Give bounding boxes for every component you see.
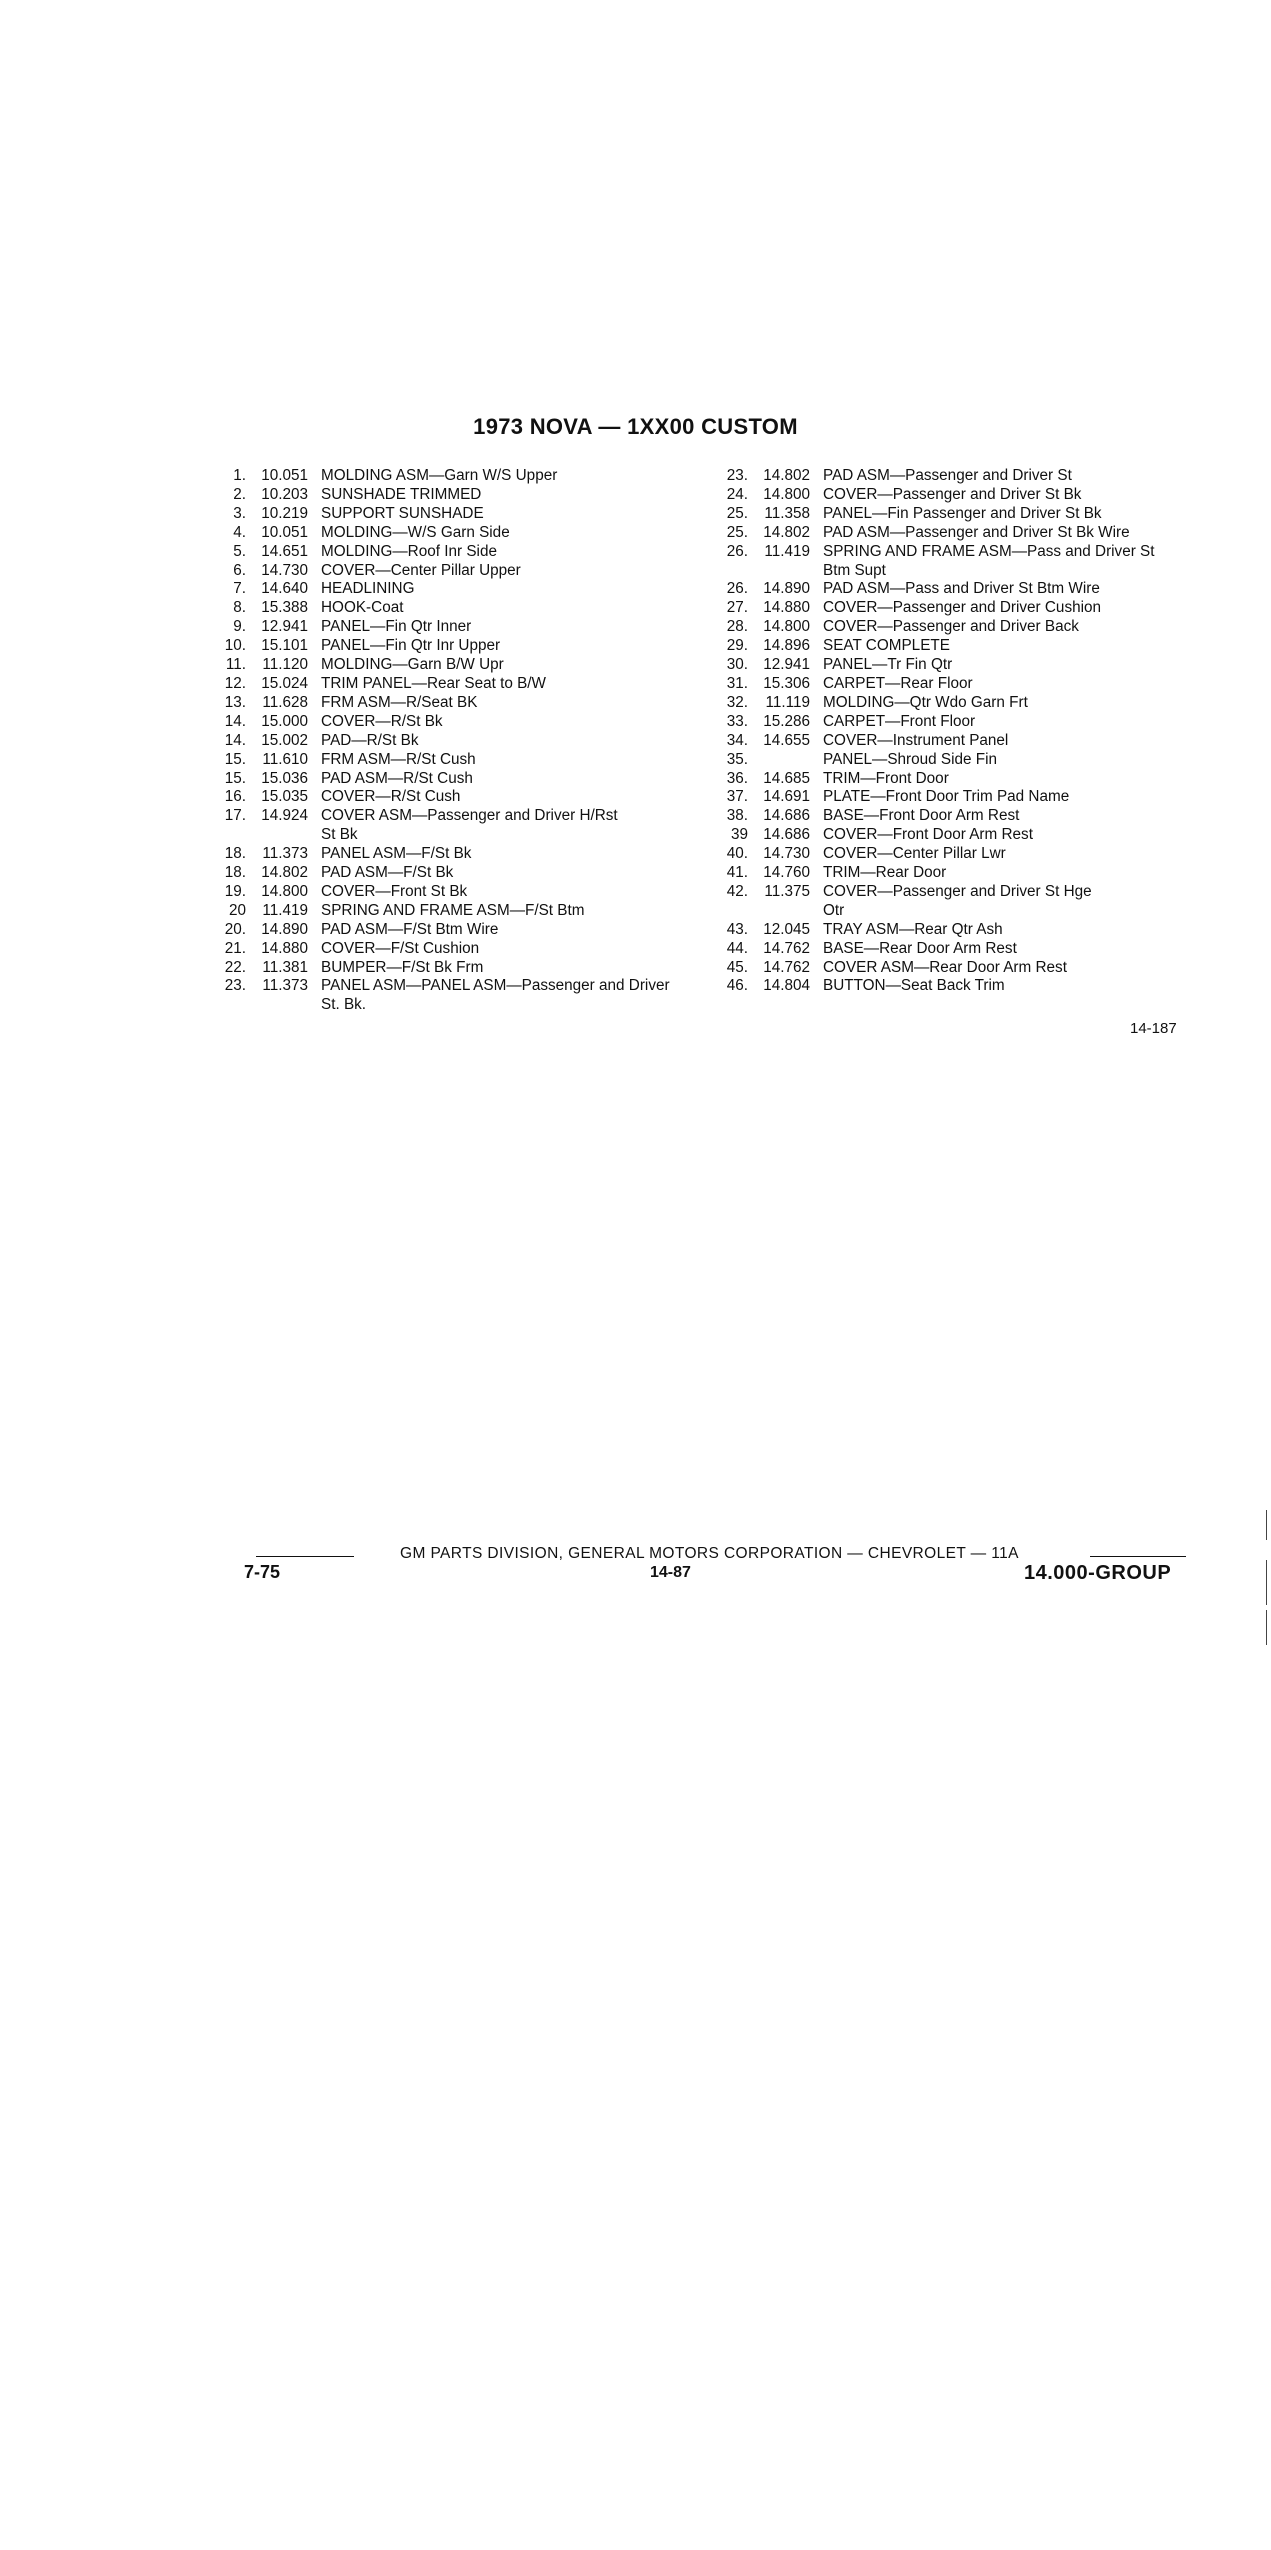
part-code (748, 751, 810, 770)
part-number: 31. (726, 674, 748, 692)
part-description: COVER—Center Pillar Lwr (823, 845, 1006, 863)
part-number: 17. (224, 807, 246, 825)
part-code: 15.306 (763, 674, 810, 692)
part-description: PAD ASM—Passenger and Driver St Bk Wire (823, 523, 1130, 541)
part-row (712, 524, 1190, 543)
part-row (712, 864, 1190, 883)
part-number: 4. (233, 523, 246, 541)
figure-number: 14-187 (1130, 1020, 1177, 1037)
part-row (712, 467, 1190, 486)
part-number: 30. (726, 656, 748, 674)
part-number: 27. (726, 599, 748, 617)
part-row (712, 543, 1190, 562)
part-code: 10.203 (261, 485, 308, 503)
part-code: 14.800 (763, 618, 810, 636)
part-code: 14.890 (261, 920, 308, 938)
part-number: 6. (233, 561, 246, 579)
part-description: HOOK-Coat (321, 599, 404, 617)
part-description: BUMPER—F/St Bk Frm (321, 958, 484, 976)
part-code: 14.802 (763, 467, 810, 484)
part-row (210, 656, 705, 675)
part-description: COVER—Passenger and Driver St Hge (823, 882, 1092, 900)
part-description: PAD ASM—F/St Bk (321, 864, 454, 882)
part-description: BUTTON—Seat Back Trim (823, 977, 1005, 995)
part-number: 10. (224, 637, 246, 655)
part-row (712, 921, 1190, 940)
part-code: 14.800 (763, 485, 810, 503)
part-code: 11.419 (764, 542, 810, 560)
part-code: 15.388 (261, 599, 308, 617)
part-code: 14.924 (261, 807, 308, 825)
part-code: 11.381 (262, 958, 308, 976)
part-code: 12.941 (763, 656, 810, 674)
part-row (210, 770, 705, 789)
part-code: 15.035 (261, 788, 308, 806)
part-description: COVER ASM—Rear Door Arm Rest (823, 958, 1067, 976)
part-number: 32. (726, 693, 748, 711)
part-row (712, 618, 1190, 637)
part-code: 14.762 (763, 939, 810, 957)
part-description: SPRING AND FRAME ASM—F/St Btm (321, 901, 585, 919)
part-number: 43. (726, 920, 748, 938)
part-number: 44. (726, 939, 748, 957)
footer-rule-left (256, 1556, 354, 1557)
part-description-continued: Btm Supt (823, 561, 886, 579)
part-code: 14.802 (261, 864, 308, 882)
footer-group: 14.000-GROUP (1024, 1562, 1172, 1584)
footer-publisher: GM PARTS DIVISION, GENERAL MOTORS CORPORATION — CHEVROLET — 11A (400, 1545, 1019, 1562)
part-number: 20. (224, 920, 246, 938)
part-description: SUNSHADE TRIMMED (321, 485, 482, 503)
part-code: 14.802 (763, 523, 810, 541)
part-number: 12. (224, 674, 246, 692)
part-description: CARPET—Front Floor (823, 712, 976, 730)
part-row (712, 770, 1190, 789)
part-number: 25. (726, 504, 748, 522)
part-description: MOLDING—Qtr Wdo Garn Frt (823, 693, 1028, 711)
part-row (712, 977, 1190, 996)
part-description: TRIM PANEL—Rear Seat to B/W (321, 674, 546, 692)
scan-edge-mark (1266, 1510, 1267, 1540)
part-code: 14.800 (261, 882, 308, 900)
part-code: 14.686 (763, 807, 810, 825)
part-row (712, 637, 1190, 656)
part-number: 15. (224, 750, 246, 768)
part-description: PANEL ASM—PANEL ASM—Passenger and Driver (321, 977, 670, 995)
part-code: 14.651 (261, 542, 308, 560)
part-row (210, 864, 705, 883)
part-code: 11.119 (765, 693, 810, 711)
part-code: 14.686 (763, 826, 810, 844)
part-number: 26. (726, 580, 748, 598)
part-code: 14.890 (763, 580, 810, 598)
part-row (210, 921, 705, 940)
part-code: 14.804 (763, 977, 810, 995)
part-row (712, 505, 1190, 524)
part-description: FRM ASM—R/Seat BK (321, 693, 478, 711)
part-description: BASE—Front Door Arm Rest (823, 807, 1020, 825)
part-description: PANEL—Fin Qtr Inr Upper (321, 637, 501, 655)
part-number: 18. (224, 864, 246, 882)
part-number: 14. (224, 712, 246, 730)
part-row (712, 940, 1190, 959)
part-code: 10.051 (261, 523, 308, 541)
part-row (210, 505, 705, 524)
part-number: 19. (224, 882, 246, 900)
part-description: COVER—Passenger and Driver Back (823, 618, 1079, 636)
part-description: PANEL—Shroud Side Fin (823, 750, 998, 768)
part-row (712, 580, 1190, 599)
part-number: 23. (224, 977, 246, 995)
part-description-continued: St Bk (321, 826, 358, 844)
part-number: 7. (233, 580, 246, 598)
part-row (210, 675, 705, 694)
part-number: 14. (224, 731, 246, 749)
part-row (712, 883, 1190, 902)
part-row (712, 807, 1190, 826)
part-description: PAD ASM—Pass and Driver St Btm Wire (823, 580, 1100, 598)
part-row (210, 902, 705, 921)
part-number: 41. (726, 864, 748, 882)
part-row (712, 656, 1190, 675)
part-description: SEAT COMPLETE (823, 637, 950, 655)
part-description: TRIM—Rear Door (823, 864, 947, 882)
part-number: 34. (726, 731, 748, 749)
part-description: PANEL—Fin Qtr Inner (321, 618, 472, 636)
part-description: MOLDING ASM—Garn W/S Upper (321, 467, 558, 484)
part-row (712, 788, 1190, 807)
part-number: 29. (726, 637, 748, 655)
part-row (712, 751, 1190, 770)
part-number: 16. (224, 788, 246, 806)
part-row (210, 940, 705, 959)
part-description: MOLDING—Garn B/W Upr (321, 656, 504, 674)
part-row (210, 959, 705, 978)
part-number: 15. (224, 769, 246, 787)
part-description: COVER—Instrument Panel (823, 731, 1009, 749)
part-code: 11.120 (262, 656, 308, 674)
part-code: 12.045 (763, 920, 810, 938)
part-row (712, 959, 1190, 978)
part-number: 13. (224, 693, 246, 711)
part-description: CARPET—Rear Floor (823, 674, 973, 692)
part-row (210, 732, 705, 751)
part-description: COVER—Passenger and Driver St Bk (823, 485, 1082, 503)
part-code: 11.375 (764, 882, 810, 900)
part-code: 10.051 (261, 467, 308, 484)
part-row (210, 637, 705, 656)
part-number: 22. (224, 958, 246, 976)
part-code: 14.655 (763, 731, 810, 749)
part-row (210, 883, 705, 902)
part-number: 1. (233, 467, 246, 484)
part-code: 14.730 (261, 561, 308, 579)
part-description: BASE—Rear Door Arm Rest (823, 939, 1017, 957)
part-number: 18. (224, 845, 246, 863)
part-row (712, 694, 1190, 713)
part-description: COVER—Center Pillar Upper (321, 561, 521, 579)
part-description: COVER—Front St Bk (321, 882, 468, 900)
part-row (210, 977, 705, 996)
part-number: 9. (233, 618, 246, 636)
part-number: 28. (726, 618, 748, 636)
part-number: 26. (726, 542, 748, 560)
part-description: PANEL—Fin Passenger and Driver St Bk (823, 504, 1102, 522)
part-code: 15.000 (261, 712, 308, 730)
part-number: 2. (233, 485, 246, 503)
part-description: COVER—F/St Cushion (321, 939, 480, 957)
part-row (210, 580, 705, 599)
part-row (210, 807, 705, 826)
part-row (210, 486, 705, 505)
part-number: 35. (726, 750, 748, 768)
part-description: PAD ASM—F/St Btm Wire (321, 920, 499, 938)
part-number: 39 (730, 826, 748, 844)
part-number: 5. (233, 542, 246, 560)
part-number: 11. (225, 656, 246, 674)
part-code: 14.880 (261, 939, 308, 957)
page-title: 1973 NOVA — 1XX00 CUSTOM (473, 414, 798, 439)
part-description: PAD ASM—R/St Cush (321, 769, 473, 787)
part-description: COVER—R/St Bk (321, 712, 443, 730)
part-row (210, 599, 705, 618)
part-row (712, 826, 1190, 845)
part-code: 11.628 (262, 693, 308, 711)
part-description: SUPPORT SUNSHADE (321, 504, 484, 522)
part-row (210, 467, 705, 486)
part-number: 8. (233, 599, 246, 617)
part-code: 15.002 (261, 731, 308, 749)
part-number: 46. (726, 977, 748, 995)
part-description: COVER—R/St Cush (321, 788, 461, 806)
part-number: 45. (726, 958, 748, 976)
part-description: HEADLINING (321, 580, 415, 598)
part-row (712, 486, 1190, 505)
part-description: PLATE—Front Door Trim Pad Name (823, 788, 1070, 806)
part-number: 24. (726, 485, 748, 503)
part-number: 3. (233, 504, 246, 522)
part-number: 40. (726, 845, 748, 863)
part-code: 15.101 (261, 637, 308, 655)
part-code: 15.286 (763, 712, 810, 730)
scan-edge-mark (1266, 1610, 1267, 1645)
part-code: 14.762 (763, 958, 810, 976)
part-description: PAD—R/St Bk (321, 731, 419, 749)
footer-rule-right (1090, 1556, 1186, 1557)
part-row (712, 599, 1190, 618)
part-number: 38. (726, 807, 748, 825)
part-description: TRAY ASM—Rear Qtr Ash (823, 920, 1003, 938)
part-row (210, 543, 705, 562)
part-code: 11.610 (262, 750, 308, 768)
part-description: MOLDING—Roof Inr Side (321, 542, 497, 560)
part-description: PAD ASM—Passenger and Driver St (823, 467, 1072, 484)
part-code: 12.941 (261, 618, 308, 636)
part-number: 20 (228, 901, 246, 919)
part-row (712, 713, 1190, 732)
part-row (210, 524, 705, 543)
part-row (210, 562, 705, 581)
part-row (210, 713, 705, 732)
part-row (712, 732, 1190, 751)
part-code: 14.730 (763, 845, 810, 863)
scan-edge-mark (1266, 1560, 1267, 1605)
part-row (210, 788, 705, 807)
part-description: TRIM—Front Door (823, 769, 949, 787)
part-code: 15.024 (261, 674, 308, 692)
part-description: MOLDING—W/S Garn Side (321, 523, 510, 541)
part-row (210, 694, 705, 713)
part-number: 21. (224, 939, 246, 957)
part-number: 25. (726, 523, 748, 541)
part-code: 11.373 (262, 845, 308, 863)
part-row (712, 675, 1190, 694)
part-row (210, 751, 705, 770)
part-code: 10.219 (261, 504, 308, 522)
part-description-continued: Otr (823, 901, 845, 919)
part-description: PANEL ASM—F/St Bk (321, 845, 472, 863)
part-number: 23. (726, 467, 748, 484)
footer-date: 7-75 (244, 1562, 281, 1582)
part-code: 14.685 (763, 769, 810, 787)
part-code: 15.036 (261, 769, 308, 787)
part-description: COVER ASM—Passenger and Driver H/Rst (321, 807, 618, 825)
part-number: 36. (726, 769, 748, 787)
part-code: 14.880 (763, 599, 810, 617)
part-description: COVER—Front Door Arm Rest (823, 826, 1033, 844)
part-row (210, 845, 705, 864)
part-code: 11.419 (262, 901, 308, 919)
part-description-continued: St. Bk. (321, 996, 367, 1014)
part-code: 11.373 (262, 977, 308, 995)
part-code: 14.760 (763, 864, 810, 882)
part-description: PANEL—Tr Fin Qtr (823, 656, 953, 674)
part-row (712, 845, 1190, 864)
part-row (210, 618, 705, 637)
part-description: COVER—Passenger and Driver Cushion (823, 599, 1102, 617)
part-code: 11.358 (764, 504, 810, 522)
part-description: FRM ASM—R/St Cush (321, 750, 476, 768)
parts-list-left (210, 467, 705, 1015)
parts-list-right (712, 467, 1190, 996)
part-number: 37. (726, 788, 748, 806)
footer-page-number: 14-87 (650, 1564, 691, 1581)
part-number: 33. (726, 712, 748, 730)
part-code: 14.691 (763, 788, 810, 806)
part-code: 14.640 (261, 580, 308, 598)
part-description: SPRING AND FRAME ASM—Pass and Driver St (823, 542, 1155, 560)
part-number: 42. (726, 882, 748, 900)
part-code: 14.896 (763, 637, 810, 655)
